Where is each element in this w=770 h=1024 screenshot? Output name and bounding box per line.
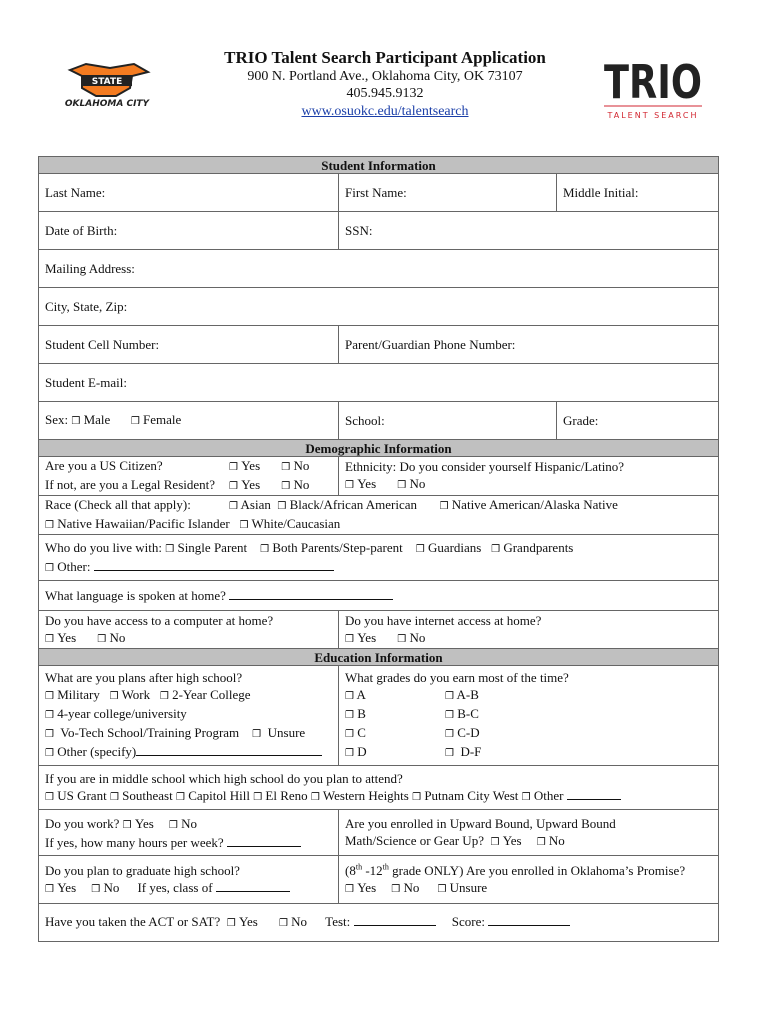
work-question: Do you work? — [45, 815, 120, 831]
logo-right-sub: TALENT SEARCH — [607, 111, 699, 120]
other-school-checkbox[interactable]: ❒ — [521, 791, 531, 803]
unsure-checkbox[interactable]: ❒ — [252, 729, 262, 740]
upward-yes-checkbox[interactable]: ❒ — [490, 836, 500, 848]
school-field[interactable]: School: — [339, 402, 557, 440]
promise-open: (8 — [345, 862, 356, 878]
computer-no-checkbox[interactable]: ❒ — [97, 633, 107, 645]
us-grant-label: US Grant — [57, 787, 107, 803]
hours-question: If yes, how many hours per week? — [45, 834, 224, 850]
logo-left-text: OKLAHOMA CITY — [64, 99, 150, 109]
plans-question: What are you plans after high school? — [45, 670, 243, 685]
race-black-checkbox[interactable]: ❒ — [277, 501, 287, 512]
grade-df-label: D-F — [460, 744, 482, 759]
upward-no-label: No — [548, 832, 565, 848]
work-label: Work — [121, 687, 151, 702]
test-input[interactable] — [354, 913, 436, 926]
application-form — [38, 156, 719, 942]
hours-input[interactable] — [227, 834, 301, 847]
race-white-checkbox[interactable]: ❒ — [239, 520, 249, 531]
graduate-question: Do you plan to graduate high school? — [45, 862, 240, 878]
southeast-checkbox[interactable]: ❒ — [109, 791, 119, 803]
class-of-input[interactable] — [216, 879, 290, 892]
ethnicity-no-checkbox[interactable]: ❒ — [397, 480, 407, 491]
ethnicity-no-label: No — [409, 476, 426, 491]
female-checkbox[interactable]: ❒ — [130, 416, 140, 427]
form-title: TRIO Talent Search Participant Application — [224, 48, 546, 67]
grades-cell — [339, 666, 719, 766]
race-hawaiian-checkbox[interactable]: ❒ — [45, 520, 54, 531]
section-education-info: Education Information — [39, 649, 719, 666]
test-label: Test: — [325, 914, 351, 929]
city-state-zip-field[interactable]: City, State, Zip: — [39, 288, 719, 326]
four-year-label: 4-year college/university — [57, 706, 187, 721]
citizen-yes-checkbox[interactable]: ❒ — [229, 462, 238, 473]
section-student-info: Student Information — [39, 157, 719, 174]
parent-phone-field[interactable]: Parent/Guardian Phone Number: — [339, 326, 719, 364]
act-no-label: No — [291, 914, 308, 929]
grade-a-checkbox[interactable]: ❒ — [345, 691, 354, 702]
votech-label: Vo-Tech School/Training Program — [60, 725, 240, 740]
grade-a-label: A — [356, 687, 366, 702]
sex-label: Sex: — [45, 412, 69, 427]
grade-b-checkbox[interactable]: ❒ — [345, 710, 354, 721]
promise-rest: grade ONLY) Are you enrolled in Oklahoma’s Promise? — [388, 862, 686, 878]
upward-no-checkbox[interactable]: ❒ — [536, 836, 546, 848]
section-demographic-info: Demographic Information — [39, 440, 719, 457]
mailing-address-field[interactable]: Mailing Address: — [39, 250, 719, 288]
race-white-label: White/Caucasian — [251, 516, 341, 531]
grade-b-label: B — [357, 706, 366, 721]
race-question: Race (Check all that apply): — [45, 497, 191, 512]
middle-initial-field[interactable]: Middle Initial: — [557, 174, 719, 212]
act-no-checkbox[interactable]: ❒ — [278, 918, 288, 929]
computer-question: Do you have access to a computer at home? — [45, 612, 274, 628]
grade-cd-label: C-D — [457, 725, 480, 740]
four-year-checkbox[interactable]: ❒ — [45, 710, 54, 721]
grandparents-label: Grandparents — [503, 539, 574, 555]
grade-d-label: D — [357, 744, 367, 759]
graduate-no-checkbox[interactable]: ❒ — [91, 883, 101, 895]
act-sat-cell — [39, 904, 719, 942]
grade-c-checkbox[interactable]: ❒ — [345, 729, 354, 740]
putnam-city-west-label: Putnam City West — [424, 787, 519, 803]
grade-bc-label: B-C — [457, 706, 479, 721]
act-question: Have you taken the ACT or SAT? — [45, 914, 221, 929]
upward-question-line1: Are you enrolled in Upward Bound, Upward Bound — [345, 815, 616, 831]
work-no-checkbox[interactable]: ❒ — [168, 819, 178, 831]
graduate-no-label: No — [103, 879, 120, 895]
internet-yes-checkbox[interactable]: ❒ — [345, 633, 354, 645]
internet-question: Do you have internet access at home? — [345, 612, 542, 628]
first-name-field[interactable]: First Name: — [339, 174, 557, 212]
ethnicity-yes-checkbox[interactable]: ❒ — [345, 480, 354, 491]
logo-left-badge: STATE — [91, 77, 123, 87]
sex-row — [39, 402, 339, 440]
computer-yes-checkbox[interactable]: ❒ — [45, 633, 54, 645]
upward-yes-label: Yes — [502, 832, 522, 848]
computer-cell — [39, 611, 339, 649]
guardians-checkbox[interactable]: ❒ — [415, 543, 425, 555]
putnam-city-west-checkbox[interactable]: ❒ — [412, 791, 422, 803]
military-checkbox[interactable]: ❒ — [45, 691, 54, 702]
race-asian-label: Asian — [240, 497, 271, 512]
middle-school-question: If you are in middle school which high school do you plan to attend? — [45, 770, 403, 786]
votech-checkbox[interactable]: ❒ — [45, 729, 54, 740]
computer-yes-label: Yes — [57, 629, 77, 645]
computer-no-label: No — [109, 629, 126, 645]
us-grant-checkbox[interactable]: ❒ — [45, 791, 54, 803]
live-other-input[interactable] — [94, 558, 334, 571]
ethnicity-question: Ethnicity: Do you consider yourself Hispanic/Latino? — [345, 459, 625, 474]
live-other-checkbox[interactable]: ❒ — [45, 562, 54, 574]
both-parents-checkbox[interactable]: ❒ — [260, 543, 270, 555]
ssn-field[interactable]: SSN: — [339, 212, 719, 250]
western-heights-label: Western Heights — [322, 787, 409, 803]
logo-right-text: TRIO — [604, 55, 702, 109]
upward-bound-cell — [339, 810, 719, 856]
race-native-american-label: Native American/Alaska Native — [451, 497, 618, 512]
el-reno-checkbox[interactable]: ❒ — [253, 791, 263, 803]
ethnicity-yes-label: Yes — [357, 476, 377, 491]
citizen-no-checkbox[interactable]: ❒ — [281, 462, 291, 473]
race-cell — [39, 496, 719, 535]
two-year-checkbox[interactable]: ❒ — [159, 691, 169, 702]
act-yes-checkbox[interactable]: ❒ — [226, 918, 236, 929]
work-no-label: No — [181, 815, 197, 831]
citizenship-cell — [39, 457, 339, 496]
other-plan-input[interactable] — [136, 743, 322, 756]
citizen-yes-label: Yes — [241, 458, 261, 473]
male-checkbox[interactable]: ❒ — [71, 416, 81, 427]
promise-th2: th — [382, 862, 389, 872]
promise-no-checkbox[interactable]: ❒ — [391, 883, 401, 895]
promise-question — [345, 862, 712, 879]
race-black-label: Black/African American — [289, 497, 417, 512]
resident-question: If not, are you a Legal Resident? — [45, 477, 216, 492]
website-link[interactable]: www.osuokc.edu/talentsearch — [301, 104, 469, 119]
citizen-no-label: No — [293, 458, 310, 473]
female-label: Female — [143, 412, 182, 427]
both-parents-label: Both Parents/Step-parent — [272, 539, 403, 555]
resident-no-label: No — [293, 477, 310, 492]
internet-yes-label: Yes — [357, 629, 377, 645]
act-yes-label: Yes — [238, 914, 258, 929]
grade-field[interactable]: Grade: — [557, 402, 719, 440]
grade-ab-label: A-B — [456, 687, 479, 702]
two-year-label: 2-Year College — [172, 687, 251, 702]
grade-bc-checkbox[interactable]: ❒ — [445, 710, 454, 721]
last-name-field[interactable]: Last Name: — [39, 174, 339, 212]
western-heights-checkbox[interactable]: ❒ — [310, 791, 320, 803]
address: 900 N. Portland Ave., Oklahoma City, OK 73107 — [247, 69, 523, 84]
other-plan-label: Other (specify) — [57, 744, 137, 759]
single-parent-checkbox[interactable]: ❒ — [165, 543, 175, 555]
military-label: Military — [57, 687, 100, 702]
dob-field[interactable]: Date of Birth: — [39, 212, 339, 250]
language-cell — [39, 581, 719, 611]
plans-cell — [39, 666, 339, 766]
guardians-label: Guardians — [427, 539, 482, 555]
high-school-plan-cell — [39, 766, 719, 810]
capitol-hill-checkbox[interactable]: ❒ — [175, 791, 185, 803]
promise-unsure-label: Unsure — [449, 879, 488, 895]
student-cell-field[interactable]: Student Cell Number: — [39, 326, 339, 364]
promise-unsure-checkbox[interactable]: ❒ — [437, 883, 447, 895]
race-asian-checkbox[interactable]: ❒ — [229, 501, 238, 512]
promise-mid: -12 — [362, 862, 383, 878]
upward-question-line2: Math/Science or Gear Up? — [345, 832, 484, 848]
other-school-input[interactable] — [567, 787, 621, 800]
oklahomas-promise-cell — [339, 856, 719, 904]
class-of-label: If yes, class of — [137, 879, 213, 895]
score-input[interactable] — [488, 913, 570, 926]
living-situation-cell — [39, 535, 719, 581]
live-question: Who do you live with: — [45, 539, 162, 555]
graduate-yes-checkbox[interactable]: ❒ — [45, 883, 54, 895]
other-plan-checkbox[interactable]: ❒ — [45, 748, 54, 759]
resident-yes-label: Yes — [241, 477, 261, 492]
grade-d-checkbox[interactable]: ❒ — [345, 748, 354, 759]
language-question: What language is spoken at home? — [45, 588, 226, 603]
grades-question: What grades do you earn most of the time? — [345, 670, 569, 685]
grandparents-checkbox[interactable]: ❒ — [491, 543, 501, 555]
work-yes-label: Yes — [134, 815, 154, 831]
live-other-label: Other: — [57, 558, 91, 574]
resident-yes-checkbox[interactable]: ❒ — [229, 481, 238, 492]
promise-no-label: No — [403, 879, 420, 895]
work-checkbox[interactable]: ❒ — [109, 691, 119, 702]
score-label: Score: — [451, 914, 485, 929]
resident-no-checkbox[interactable]: ❒ — [281, 481, 291, 492]
internet-no-checkbox[interactable]: ❒ — [397, 633, 407, 645]
race-hawaiian-label: Native Hawaiian/Pacific Islander — [57, 516, 230, 531]
grade-cd-checkbox[interactable]: ❒ — [445, 729, 454, 740]
el-reno-label: El Reno — [265, 787, 308, 803]
work-cell — [39, 810, 339, 856]
internet-cell — [339, 611, 719, 649]
southeast-label: Southeast — [122, 787, 173, 803]
phone: 405.945.9132 — [346, 86, 424, 101]
unsure-label: Unsure — [267, 725, 306, 740]
promise-th1: th — [355, 862, 363, 872]
male-label: Male — [83, 412, 111, 427]
grade-df-checkbox[interactable]: ❒ — [445, 748, 454, 759]
single-parent-label: Single Parent — [177, 539, 248, 555]
graduate-yes-label: Yes — [57, 879, 77, 895]
graduate-cell — [39, 856, 339, 904]
work-yes-checkbox[interactable]: ❒ — [122, 819, 132, 831]
citizen-question: Are you a US Citizen? — [45, 458, 163, 473]
capitol-hill-label: Capitol Hill — [188, 787, 250, 803]
promise-yes-checkbox[interactable]: ❒ — [345, 883, 354, 895]
promise-yes-label: Yes — [357, 879, 377, 895]
internet-no-label: No — [409, 629, 426, 645]
ethnicity-cell — [339, 457, 719, 496]
other-school-label: Other — [533, 787, 564, 803]
grade-c-label: C — [357, 725, 366, 740]
language-input[interactable] — [229, 587, 393, 600]
student-email-field[interactable]: Student E-mail: — [39, 364, 719, 402]
race-native-american-checkbox[interactable]: ❒ — [439, 501, 449, 512]
grade-ab-checkbox[interactable]: ❒ — [445, 691, 454, 702]
